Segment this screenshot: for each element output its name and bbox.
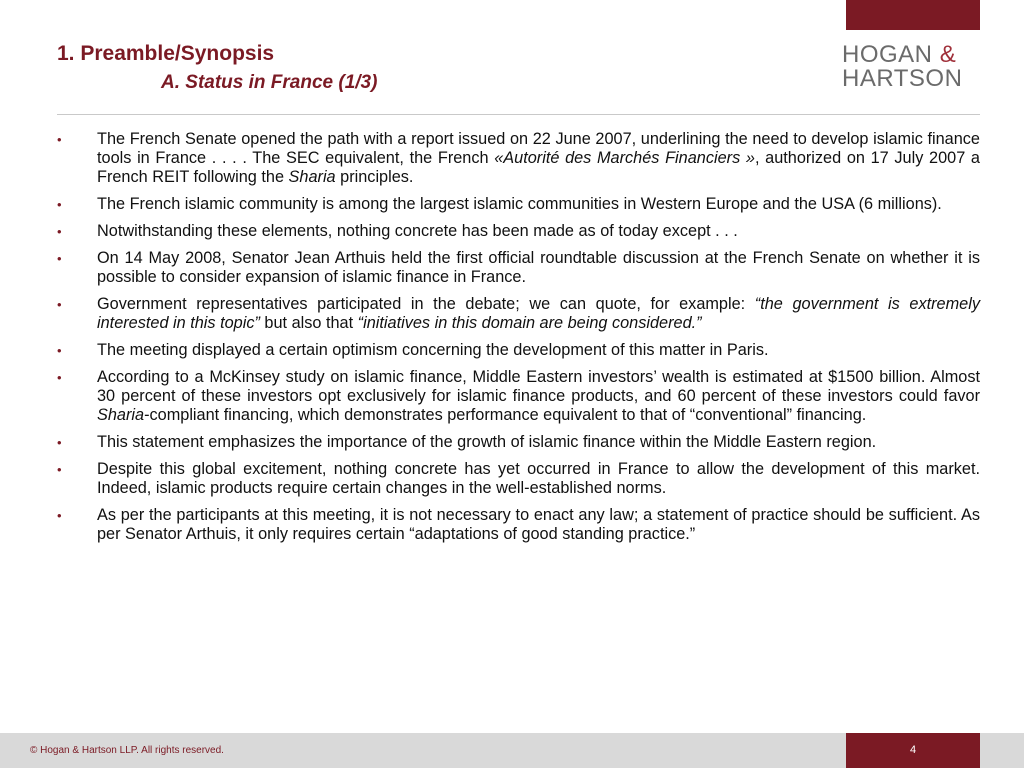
bullet-item	[57, 506, 980, 544]
copyright-text: © Hogan & Hartson LLP. All rights reserved.	[30, 745, 224, 756]
bullet-item	[57, 460, 980, 498]
bullet-text: , authorized on 17 July 2007 a French REIT following the	[97, 149, 980, 186]
bullet-text: «Autorité des Marchés Financiers »	[494, 149, 755, 167]
bullet-text: “the government is extremely interested in this topic”	[97, 295, 980, 332]
bullet-item	[57, 249, 980, 287]
logo-line-2: HARTSON	[842, 65, 963, 92]
bullet-marker: •	[57, 508, 62, 523]
slide-title: 1. Preamble/Synopsis	[57, 42, 275, 65]
bullet-text: Government representatives participated in the debate; we can quote, for example:	[97, 295, 755, 313]
bullet-text: According to a McKinsey study on islamic finance, Middle Eastern investors’ wealth is estimated at $1500 billion. Almost 30 percent of these investors opt exclusively for islamic finance products, and 60 percent of these investors could favor	[97, 368, 980, 405]
bullet-item	[57, 295, 980, 333]
slide-subtitle: A. Status in France (1/3)	[161, 72, 378, 93]
bullet-text: Sharia	[97, 406, 145, 424]
bullet-marker: •	[57, 343, 62, 358]
hogan-hartson-logo	[842, 43, 962, 91]
bullet-item	[57, 341, 980, 360]
bullet-text: The meeting displayed a certain optimism concerning the development of this matter in Paris.	[97, 341, 769, 359]
top-accent-bar	[846, 0, 980, 30]
bullet-item	[57, 130, 980, 187]
bullet-item	[57, 368, 980, 425]
bullet-list	[57, 130, 980, 552]
bullet-marker: •	[57, 197, 62, 212]
bullet-marker: •	[57, 132, 62, 147]
bullet-text: The French islamic community is among the largest islamic communities in Western Europe and the USA (6 millions).	[97, 195, 942, 213]
bullet-marker: •	[57, 297, 62, 312]
page-number: 4	[909, 744, 917, 756]
bullet-marker: •	[57, 224, 62, 239]
bullet-text: “initiatives in this domain are being considered.”	[357, 314, 702, 332]
bullet-text: This statement emphasizes the importance of the growth of islamic finance within the Middle Eastern region.	[97, 433, 877, 451]
bullet-item	[57, 222, 980, 241]
bullet-marker: •	[57, 435, 62, 450]
bullet-text: On 14 May 2008, Senator Jean Arthuis held the first official roundtable discussion at the French Senate on whether it is possible to consider expansion of islamic finance in France.	[97, 249, 980, 286]
bullet-text: Sharia	[288, 168, 336, 186]
logo-line-1: HOGAN &	[842, 41, 957, 68]
header-divider	[57, 114, 980, 115]
bullet-item	[57, 433, 980, 452]
bullet-marker: •	[57, 251, 62, 266]
bullet-text: Despite this global excitement, nothing concrete has yet occurred in France to allow the development of this market. Indeed, islamic products require certain changes in the well-established norms.	[97, 460, 980, 497]
bullet-item	[57, 195, 980, 214]
bullet-text: principles.	[335, 168, 414, 186]
bullet-text: As per the participants at this meeting, it is not necessary to enact any law; a statement of practice should be sufficient. As per Senator Arthuis, it only requires certain “adaptations of good standing practice.”	[97, 506, 980, 543]
bullet-marker: •	[57, 370, 62, 385]
bullet-text: The French Senate opened the path with a report issued on 22 June 2007, underlining the need to develop islamic finance tools in France . . . . The SEC equivalent, the French	[97, 130, 980, 167]
bullet-text: -compliant financing, which demonstrates performance equivalent to that of “conventional” financing.	[144, 406, 867, 424]
bullet-text: Notwithstanding these elements, nothing concrete has been made as of today except . . .	[97, 222, 738, 240]
bullet-marker: •	[57, 462, 62, 477]
bullet-text: but also that	[259, 314, 358, 332]
